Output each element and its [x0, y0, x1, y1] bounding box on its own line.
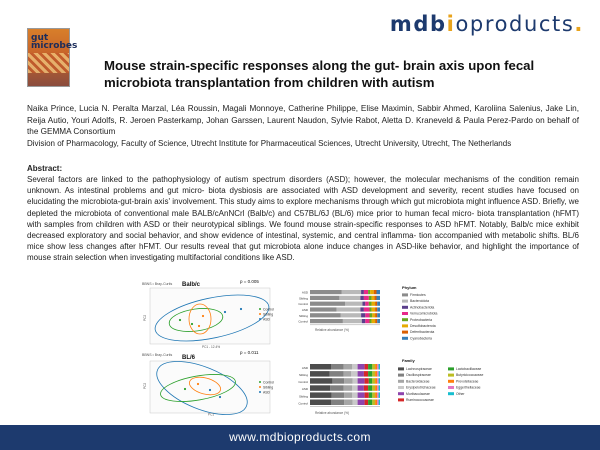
pca-point — [219, 396, 221, 398]
bar-category-label: Control — [298, 401, 308, 406]
pca-point — [179, 319, 181, 321]
stacked-bar-segment — [310, 307, 337, 311]
stacked-bar-segment — [368, 400, 372, 406]
stacked-bar-segment — [377, 319, 380, 323]
stacked-bar-segment — [375, 371, 377, 377]
stacked-bar-segment — [368, 290, 370, 294]
stacked-bar-segment — [330, 371, 344, 377]
stacked-bar-segment — [342, 290, 362, 294]
stacked-bar-segment — [365, 392, 369, 398]
stacked-bar-segment — [344, 400, 352, 406]
stacked-bar-segment — [358, 400, 365, 406]
stacked-bar-segment — [344, 364, 352, 370]
stacked-bar-segment — [310, 371, 330, 377]
stacked-bar-segment — [379, 400, 380, 406]
stacked-bar-segment — [353, 378, 358, 384]
stacked-bar-segment — [375, 392, 377, 398]
stacked-bar-segment — [310, 364, 331, 370]
abstract-text: Several factors are linked to the pathophysiology of autism spectrum disorders (ASD); however, the molecular mechanisms of the condition remain unknown. As intestinal problems and gut micro- biota dysbiosis are associated with ASD development and severity, recent studies have focused on elucidating the microbiota-gut-brain axis' involvement. This study aims to explore mechanisms through which gut microbiota might influence ASD. Briefly, we depleted the microbiota of conventional male BALB/cAnNCrl (Balb/c) and C57BL/6J (BL/6) mice prior to human fecal micro- biota transplantation (hFMT) with samples from children with ASD or their neurotypical siblings. We found mouse strain-specific responses to ASD hFMT. Notably, Balb/c mice exhibit decreased exploratory and social behavior, and show evidence of intestinal, systemic, and central inflamma- tion accompanied with metabolic shifts. BL/6 mice show less changes after hFMT. Our results reveal that gut microbiota alone induce changes in ASD-like behavior, and highlight the importance of mouse strain selection when investigating multifactorial conditions like ASD. — [27, 175, 579, 263]
legend-label: Deferribacterota — [410, 330, 435, 335]
pca-top-legend-sibling: Sibling — [263, 312, 274, 317]
brand-logo[interactable] — [390, 12, 584, 36]
legend-label: Cyanobacteria — [410, 336, 432, 341]
stacked-bar-segment — [372, 313, 375, 317]
legend-label: Bacteroidaceae — [406, 379, 430, 384]
logo-text-mdb: mdb — [389, 12, 447, 36]
stacked-bar-segment — [345, 302, 363, 306]
legend-swatch — [448, 367, 454, 370]
stacked-bar-segment — [358, 364, 365, 370]
legend-swatch — [259, 318, 261, 320]
legend-label: Actinobacteriota — [410, 305, 435, 310]
stacked-bar-segment — [372, 296, 375, 300]
stacked-bar-segment — [364, 385, 368, 391]
abstract-heading: Abstract: — [27, 164, 63, 173]
stacked-bar-segment — [358, 392, 365, 398]
stacked-bar-segment — [361, 290, 364, 294]
pca-top-ylabel: PC2 — [143, 314, 147, 321]
stacked-bar-segment — [370, 307, 372, 311]
legend-label: Muribaculaceae — [406, 391, 430, 396]
family-xlabel: Relative abundance (%) — [315, 411, 350, 415]
stacked-bar-segment — [361, 313, 365, 317]
figure-svg — [140, 276, 530, 416]
stacked-bar-segment — [368, 371, 372, 377]
pca-top-legend-asd: ASD — [263, 317, 270, 322]
stacked-bar-segment — [331, 364, 344, 370]
article-title: Mouse strain-specific responses along the gut- brain axis upon fecal microbiota transplantation from children with autism — [104, 58, 535, 90]
stacked-bar-segment — [372, 319, 376, 323]
legend-swatch — [402, 312, 408, 315]
stacked-bar-segment — [368, 364, 372, 370]
stacked-bar-segment — [330, 385, 343, 391]
stacked-bar-segment — [352, 392, 358, 398]
stacked-bar-segment — [337, 307, 361, 311]
family-bar-chart — [298, 364, 380, 415]
stacked-bar-segment — [332, 378, 344, 384]
phylum-legend — [402, 285, 437, 340]
stacked-bar-segment — [377, 378, 378, 384]
legend-swatch — [398, 374, 404, 377]
legend-label: Lactobacillaceae — [456, 367, 482, 371]
legend-label: Desulfobacterota — [410, 324, 436, 328]
stacked-bar-segment — [344, 378, 352, 384]
bar-category-label: Control — [298, 319, 308, 324]
legend-swatch — [402, 324, 408, 327]
pca-bottom-strain: BL/6 — [182, 355, 196, 361]
pca-point — [191, 323, 193, 325]
stacked-bar-segment — [352, 364, 358, 370]
logo-dot: . — [574, 12, 584, 36]
legend-swatch — [402, 293, 408, 296]
stacked-bar-segment — [377, 290, 381, 294]
stacked-bar-segment — [377, 400, 378, 406]
pca-bottom-xlabel: PC1 — [208, 412, 215, 417]
stacked-bar-segment — [363, 302, 366, 306]
stacked-bar-segment — [375, 302, 377, 306]
stacked-bar-segment — [369, 378, 373, 384]
stacked-bar-segment — [368, 385, 372, 391]
legend-swatch — [259, 308, 261, 310]
stacked-bar-segment — [310, 290, 342, 294]
bar-category-label: Control — [298, 380, 308, 385]
stacked-bar-segment — [375, 400, 377, 406]
legend-swatch — [259, 391, 261, 393]
pca-bottom-pval: p = 0.011 — [240, 350, 259, 355]
legend-swatch — [448, 386, 454, 389]
legend-swatch — [402, 318, 408, 321]
pca-top-panel — [142, 279, 274, 350]
cover-art — [28, 53, 69, 73]
stacked-bar-segment — [344, 392, 352, 398]
pca-bottom-header: BBNS • Bray-Curtis — [142, 353, 173, 357]
bar-category-label: ASD — [301, 365, 308, 370]
bar-category-label: Control — [298, 302, 308, 307]
family-legend — [398, 358, 483, 402]
stacked-bar-segment — [353, 400, 358, 406]
stacked-bar-segment — [377, 385, 378, 391]
stacked-bar-segment — [364, 371, 368, 377]
footer-url[interactable]: www.mdbioproducts.com — [0, 425, 600, 450]
journal-cover-image — [27, 28, 78, 87]
bar-category-label: Sibling — [298, 373, 308, 377]
legend-swatch — [402, 331, 408, 334]
bar-category-label: ASD — [301, 308, 308, 312]
legend-label: Ruminococcaceae — [406, 398, 434, 402]
stacked-bar-segment — [379, 392, 380, 398]
stacked-bar-segment — [365, 364, 369, 370]
legend-label: Proteobacteria — [410, 317, 433, 322]
author-list: Naika Prince, Lucia N. Peralta Marzal, Léa Roussin, Magali Monnoye, Catherine Philippe, Elise Maximin, Sabbir Ahmed, Karoliina Salenius, Jake Lin, Reija Autio, Youri Adolfs, R. Jeroen Pasterkamp, Johan Garssen, Laurent Naudon, Sylvie Rabot, Aletta D. Kraneveld & Paula Perez-Pardo on behalf of the GEMMA Consortium — [27, 104, 579, 136]
stacked-bar-segment — [377, 364, 378, 370]
pca-top-strain: Balb/c — [182, 282, 201, 288]
stacked-bar-segment — [372, 378, 375, 384]
legend-label: Eggerthellaceae — [456, 385, 481, 390]
stacked-bar-segment — [375, 385, 377, 391]
legend-swatch — [398, 367, 404, 370]
stacked-bar-segment — [377, 392, 378, 398]
bar-category-label: ASD — [301, 290, 308, 295]
stacked-bar-segment — [364, 290, 368, 294]
legend-swatch — [259, 313, 261, 315]
stacked-bar-segment — [344, 385, 352, 391]
legend-label: Other — [456, 391, 465, 396]
pca-point — [202, 315, 204, 317]
stacked-bar-segment — [369, 302, 372, 306]
figure-panel — [140, 276, 530, 416]
legend-swatch — [259, 386, 261, 388]
stacked-bar-segment — [364, 296, 369, 300]
legend-swatch — [402, 300, 408, 303]
legend-label: Butyricicoccaceae — [456, 373, 484, 378]
stacked-bar-segment — [365, 378, 369, 384]
phylum-xlabel: Relative abundance (%) — [315, 328, 350, 332]
pca-top-header: BBNS • Bray-Curtis — [142, 282, 173, 286]
stacked-bar-segment — [352, 385, 358, 391]
pca-bottom-legend-control: Control — [263, 380, 274, 385]
stacked-bar-segment — [358, 385, 364, 391]
stacked-bar-segment — [377, 371, 378, 377]
stacked-bar-segment — [372, 371, 375, 377]
bar-category-label: Sibling — [298, 313, 308, 318]
family-legend-heading: Family — [402, 358, 415, 363]
stacked-bar-segment — [364, 307, 370, 311]
stacked-bar-segment — [375, 313, 377, 317]
stacked-bar-segment — [310, 378, 332, 384]
cover-title: gut microbes — [31, 33, 78, 51]
legend-label: Erysipelotrichaceae — [406, 385, 436, 390]
stacked-bar-segment — [377, 296, 381, 300]
stacked-bar-segment — [377, 313, 380, 317]
legend-swatch — [402, 306, 408, 309]
bar-category-label: Sibling — [298, 394, 308, 399]
legend-swatch — [448, 374, 454, 377]
stacked-bar-segment — [343, 319, 362, 323]
stacked-bar-segment — [358, 371, 364, 377]
stacked-bar-segment — [344, 371, 352, 377]
stacked-bar-segment — [332, 392, 345, 398]
stacked-bar-segment — [369, 392, 373, 398]
stacked-bar-segment — [339, 296, 360, 300]
pca-point — [224, 311, 226, 313]
legend-swatch — [402, 337, 408, 340]
legend-label: Prevotellaceae — [456, 379, 479, 384]
legend-swatch — [448, 392, 454, 395]
pca-top-xlabel: PC1 - 12.4% — [202, 345, 221, 349]
legend-label: Bacteroidota — [410, 299, 430, 304]
legend-swatch — [398, 398, 404, 401]
stacked-bar-segment — [369, 296, 372, 300]
stacked-bar-segment — [310, 313, 341, 317]
stacked-bar-segment — [375, 307, 377, 311]
logo-text-i: i — [446, 12, 456, 36]
pca-point — [198, 325, 200, 327]
bar-category-label: ASD — [301, 387, 308, 392]
pca-point — [240, 308, 242, 310]
stacked-bar-segment — [377, 307, 380, 311]
legend-swatch — [398, 380, 404, 383]
stacked-bar-segment — [360, 296, 364, 300]
stacked-bar-segment — [310, 296, 339, 300]
legend-swatch — [398, 392, 404, 395]
stacked-bar-segment — [358, 378, 365, 384]
pca-point — [197, 383, 199, 385]
stacked-bar-segment — [362, 319, 366, 323]
stacked-bar-segment — [372, 307, 376, 311]
stacked-bar-segment — [310, 400, 331, 406]
stacked-bar-segment — [374, 290, 377, 294]
bar-category-label: Sibling — [298, 296, 308, 301]
pca-bottom-legend-asd: ASD — [263, 390, 270, 395]
phylum-legend-heading: Phylum — [402, 285, 417, 290]
pca-bottom-ylabel: PC2 — [143, 382, 147, 389]
stacked-bar-segment — [310, 392, 332, 398]
legend-label: Verrucomicrobiota — [410, 311, 438, 316]
stacked-bar-segment — [360, 307, 364, 311]
stacked-bar-segment — [379, 378, 380, 384]
legend-label: Firmicutes — [410, 293, 426, 297]
phylum-bar-chart — [298, 290, 380, 332]
legend-label: Lachnospiraceae — [406, 367, 432, 371]
stacked-bar-segment — [372, 400, 375, 406]
stacked-bar-segment — [365, 400, 369, 406]
stacked-bar-segment — [365, 313, 369, 317]
stacked-bar-segment — [377, 302, 380, 306]
legend-label: Oscillospiraceae — [406, 373, 431, 378]
pca-top-pval: p = 0.005 — [240, 279, 259, 284]
stacked-bar-segment — [365, 302, 369, 306]
pca-top-legend-control: Control — [263, 307, 274, 312]
legend-swatch — [448, 380, 454, 383]
stacked-bar-segment — [379, 385, 380, 391]
legend-swatch — [259, 381, 261, 383]
stacked-bar-segment — [370, 290, 374, 294]
stacked-bar-segment — [374, 296, 376, 300]
stacked-bar-segment — [341, 313, 361, 317]
legend-swatch — [398, 386, 404, 389]
stacked-bar-segment — [331, 400, 344, 406]
stacked-bar-segment — [379, 364, 380, 370]
pca-point — [184, 388, 186, 390]
stacked-bar-segment — [372, 392, 375, 398]
pca-point — [209, 389, 211, 391]
stacked-bar-segment — [351, 371, 357, 377]
pca-bottom-panel — [142, 350, 274, 425]
stacked-bar-segment — [370, 319, 372, 323]
stacked-bar-segment — [370, 313, 373, 317]
logo-text-products: oproducts — [455, 12, 575, 36]
stacked-bar-segment — [375, 319, 377, 323]
stacked-bar-segment — [375, 378, 377, 384]
stacked-bar-segment — [310, 302, 345, 306]
pca-bottom-legend-sibling: Sibling — [263, 385, 274, 390]
stacked-bar-segment — [375, 364, 377, 370]
stacked-bar-segment — [372, 364, 375, 370]
stacked-bar-segment — [379, 371, 380, 377]
affiliation: Division of Pharmacology, Faculty of Science, Utrecht Institute for Pharmaceutical Sciences, Utrecht University, Utrecht, The Netherlands — [27, 139, 512, 148]
stacked-bar-segment — [365, 319, 369, 323]
stacked-bar-segment — [372, 385, 375, 391]
stacked-bar-segment — [310, 319, 343, 323]
stacked-bar-segment — [372, 302, 376, 306]
stacked-bar-segment — [310, 385, 330, 391]
